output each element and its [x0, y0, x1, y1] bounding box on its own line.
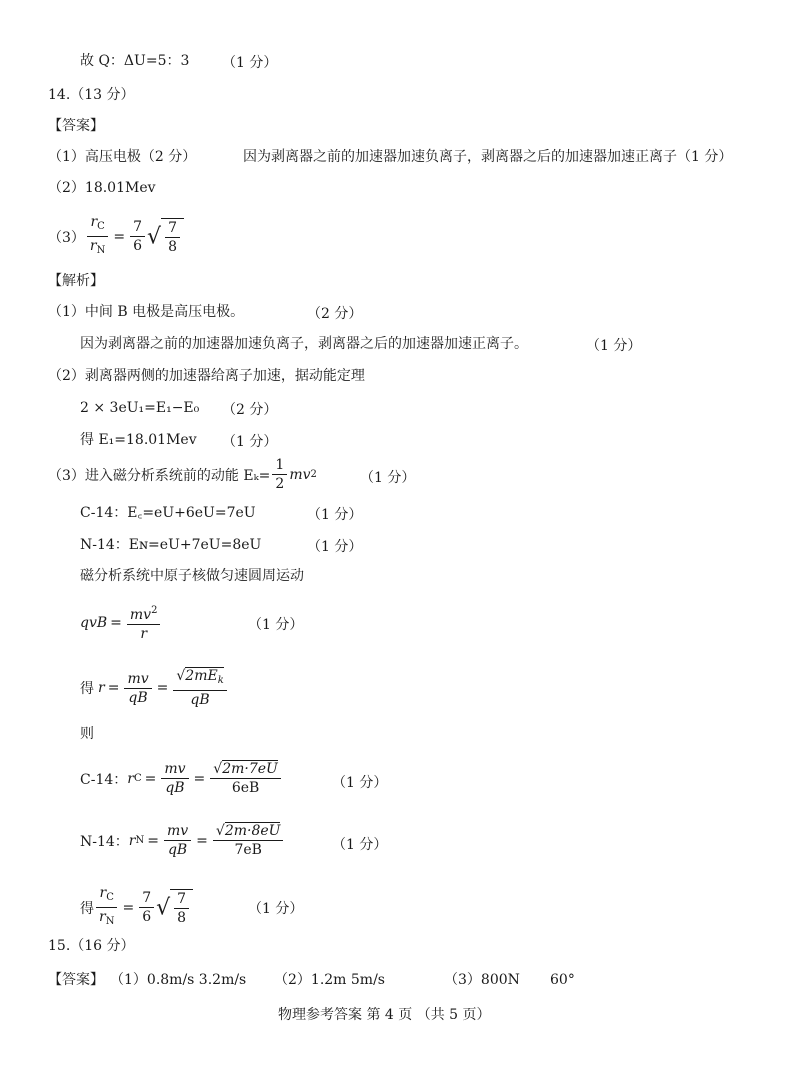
c14-energy: C-14：E꜀=eU+6eU=7eU	[80, 505, 256, 521]
answer-3-formula: （3） $\frac{r_C}{r_N}$ = $\frac{7}{6}$ √ $\frac{7}{8}$	[48, 213, 184, 260]
analysis-tag: 【解析】	[48, 273, 104, 289]
answer-1b: 因为剥离器之前的加速器加速负离子，剥离器之后的加速器加速正离子（1 分）	[243, 149, 733, 165]
score: （1 分）	[248, 617, 304, 633]
analysis-2-result: 得 E₁=18.01Mev	[80, 432, 197, 448]
answer-tag: 【答案】	[48, 972, 104, 988]
score: （1 分）	[307, 507, 363, 523]
c14-label: C-14：	[80, 771, 128, 788]
sqrt-symbol: √ $\frac{7}{8}$	[147, 218, 184, 256]
q15-answer-1: （1）0.8m/s 3.2m/s	[110, 972, 247, 988]
radius-equation: 得 r = $\frac{mv}{qB}$ = $\frac{√2mE_k}{qB}$	[80, 667, 229, 709]
ratio-fraction: $\frac{r_C}{r_N}$	[87, 213, 108, 260]
n14-label: N-14：	[80, 833, 129, 850]
score: （2 分）	[307, 306, 363, 322]
de-label: 得	[80, 681, 94, 697]
analysis-3: （3）进入磁分析系统前的动能 Eₖ= $\frac{1}{2}$ mv 2	[48, 457, 317, 492]
q15-answer-3: （3）800N	[444, 972, 520, 988]
final-ratio: 得 $\frac{r_C}{r_N}$ = $\frac{7}{6}$ √ $\frac{7}{8}$	[80, 884, 193, 931]
analysis-1-reason: 因为剥离器之前的加速器加速负离子，剥离器之后的加速器加速正离子。	[80, 336, 528, 352]
answer-2: （2）18.01Mev	[48, 180, 156, 196]
score: （1 分）	[222, 55, 278, 71]
analysis-3-text: （3）进入磁分析系统前的动能 Eₖ=	[48, 467, 271, 484]
circle-motion: 磁分析系统中原子核做匀速圆周运动	[80, 568, 304, 584]
q15-answer-2: （2）1.2m 5m/s	[274, 972, 385, 988]
score: （1 分）	[332, 775, 388, 791]
n14-radius: N-14： r N = $\frac{mv}{qB}$ = $\frac{√2m\cdot 8eU}{7eB}$	[80, 822, 285, 859]
score: （1 分）	[360, 470, 416, 486]
analysis-1: （1）中间 B 电极是高压电极。	[48, 304, 245, 320]
answer-3-label: （3）	[48, 229, 85, 246]
question-14-header: 14.（13 分）	[48, 87, 135, 103]
score: （1 分）	[222, 434, 278, 450]
n14-energy: N-14：Eɴ=eU+7eU=8eU	[80, 537, 262, 553]
q15-answer-4: 60°	[550, 972, 575, 988]
score: （1 分）	[586, 338, 642, 354]
score: （1 分）	[307, 539, 363, 555]
ratio-line: 故 Q：ΔU=5：3	[80, 53, 190, 69]
answer-tag: 【答案】	[48, 118, 104, 134]
answer-1a: （1）高压电极（2 分）	[48, 149, 197, 165]
question-15-header: 15.（16 分）	[48, 938, 135, 954]
analysis-2-eq: 2 × 3eU₁=E₁−E₀	[80, 400, 200, 416]
final-label: 得	[80, 900, 94, 917]
c14-radius: C-14： r C = $\frac{mv}{qB}$ = $\frac{√2m\cdot 7eU}{6eB}$	[80, 760, 283, 797]
qvb-equation: qvB = $\frac{mv^2}{r}$	[80, 602, 162, 643]
analysis-2: （2）剥离器两侧的加速器给离子加速，据动能定理	[48, 368, 365, 384]
score: （2 分）	[222, 402, 278, 418]
score: （1 分）	[332, 837, 388, 853]
ze-label: 则	[80, 726, 94, 742]
score: （1 分）	[248, 901, 304, 917]
page-footer: 物理参考答案 第 4 页 （共 5 页）	[278, 1007, 491, 1023]
